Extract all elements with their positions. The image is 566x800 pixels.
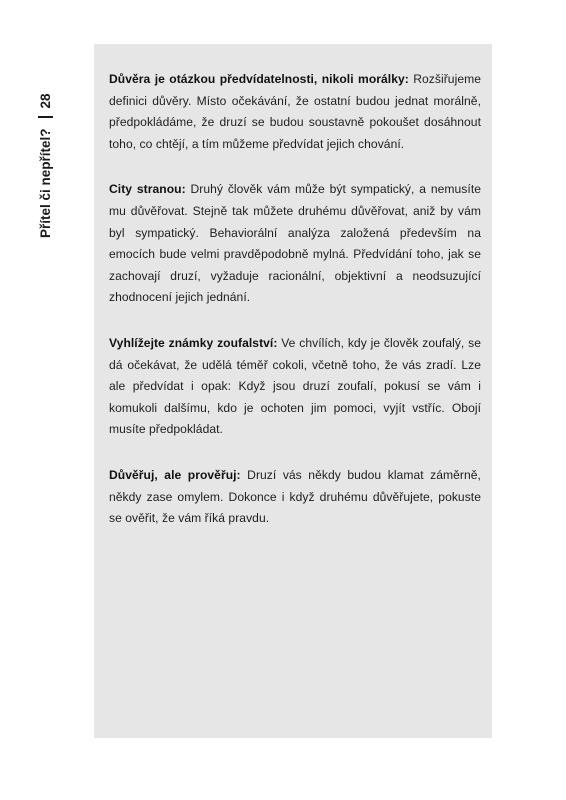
page-number: 28 (37, 93, 53, 109)
paragraph-trust-predictability (109, 69, 481, 155)
running-header (34, 38, 56, 238)
paragraph-heading: Důvěřuj, ale prověřuj: (109, 467, 241, 482)
running-header-title: Přítel či nepřítel? (37, 128, 53, 238)
summary-box (94, 44, 492, 738)
paragraph-desperation-signs (109, 333, 481, 441)
paragraph-heading: Důvěra je otázkou předvídatelnosti, nikoli morálky: (109, 72, 409, 86)
header-divider (38, 116, 53, 118)
paragraph-heading: Vyhlížejte známky zoufalství: (109, 335, 278, 350)
paragraph-body: Rozšiřujeme definici důvěry. Místo očekávání, že ostatní budou jednat morálně, předpokládáme, že druzí se budou soustavně pokoušet dosáhnout toho, co chtějí, a tím můžeme předvídat jejich chování. (109, 72, 481, 151)
paragraph-emotions-aside (109, 179, 481, 309)
paragraph-heading: City stranou: (109, 182, 186, 197)
paragraph-body: Druhý člověk vám může být sympatický, a nemusíte mu důvěřovat. Stejně tak můžete druhému důvěřovat, aniž by vám byl sympatický. Behaviorální analýza založená především na emocích bude velmi pravděpodobně mylná. Předvídání toho, jak se zachovají druzí, vyžaduje racionální, objektivní a neodsuzující zhodnocení jejich jednání. (109, 182, 482, 305)
paragraph-trust-but-verify (109, 465, 481, 530)
summary-box-content (109, 69, 481, 554)
paragraph-body: Ve chvílích, kdy je člověk zoufalý, se dá očekávat, že udělá téměř cokoli, včetně toho, že vás zradí. Lze ale předvídat i opak: Když jsou druzí zoufalí, pokusí se vám i komukoli dalšímu, kdo je ochoten jim pomoci, vyjít vstříc. Obojí musíte předpokládat. (109, 335, 481, 437)
paragraph-body: Druzí vás někdy budou klamat záměrně, někdy zase omylem. Dokonce i když druhému důvěřujete, pokuste se ověřit, že vám říká pravdu. (109, 467, 481, 526)
